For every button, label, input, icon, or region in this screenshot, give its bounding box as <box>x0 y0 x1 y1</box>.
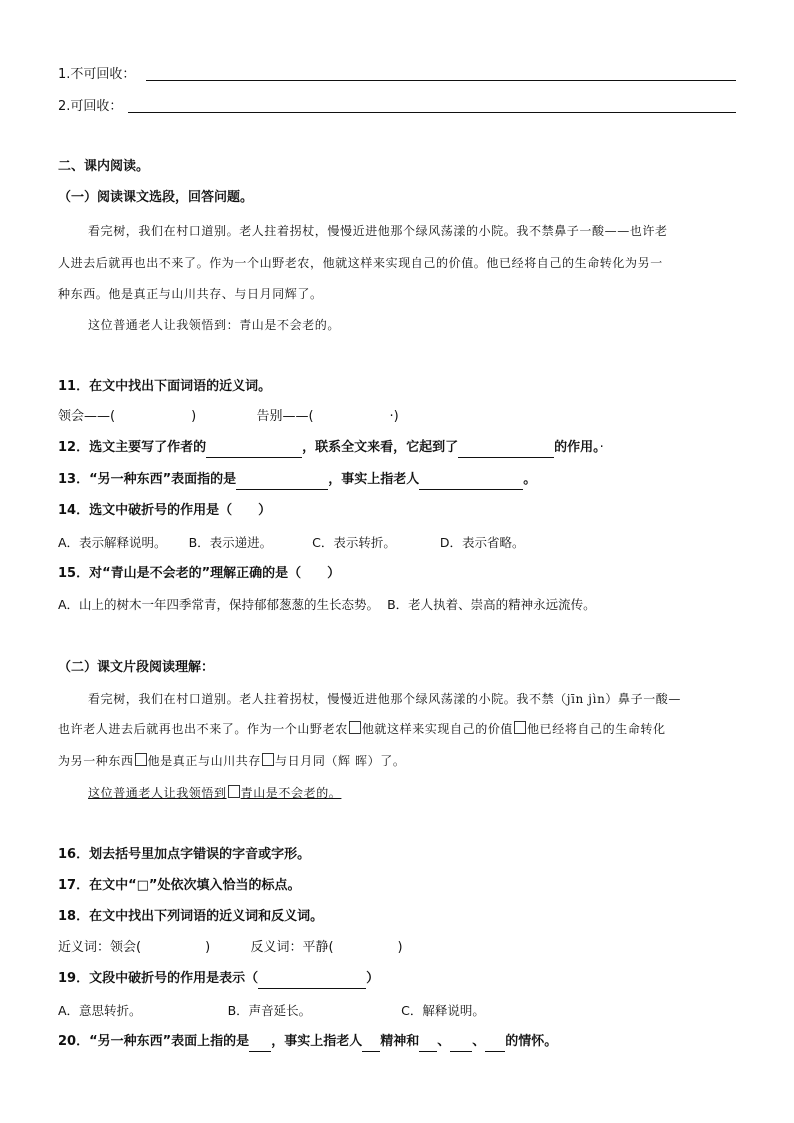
label-recyclable: 2.可回收： <box>58 99 123 114</box>
q11-paren-close-a: ) <box>191 409 197 424</box>
passage2-text-3a: 为另一种东西 <box>58 754 134 768</box>
question-18-answers <box>58 939 403 957</box>
q14-option-a[interactable]: A．表示解释说明。 <box>58 535 167 550</box>
answer-line-2[interactable] <box>128 112 736 113</box>
punctuation-box[interactable] <box>135 753 147 766</box>
question-19-options <box>58 1002 485 1020</box>
q18-synonym-label: 近义词：领会( <box>58 940 142 955</box>
q18-paren-close-1: ) <box>205 940 211 955</box>
q12-blank-1[interactable] <box>206 439 302 458</box>
q12-blank-2[interactable] <box>458 439 554 458</box>
q20-text-2: ，事实上指老人 <box>271 1034 363 1049</box>
question-14-options <box>58 534 525 552</box>
question-17: 17．在文中“□”处依次填入恰当的标点。 <box>58 878 301 893</box>
q12-text-1: 12．选文主要写了作者的 <box>58 440 207 455</box>
passage2-text-3c: 与日月同（辉 晖）了。 <box>275 754 406 768</box>
recycle-item-2 <box>58 98 122 116</box>
q14-option-d[interactable]: D．表示省略。 <box>439 535 525 550</box>
passage2-line-2 <box>58 720 666 738</box>
q14-option-b[interactable]: B．表示递进。 <box>188 535 273 550</box>
q13-text-2: ，事实上指老人 <box>328 472 420 487</box>
part1-title: （一）阅读课文选段，回答问题。 <box>58 190 254 205</box>
q20-blank-2[interactable] <box>362 1033 380 1052</box>
passage1-line-4: 这位普通老人让我领悟到：青山是不会老的。 <box>88 318 341 332</box>
punctuation-box[interactable] <box>349 721 361 734</box>
q20-text-3: 精神和 <box>380 1034 420 1049</box>
q13-blank-2[interactable] <box>419 471 523 490</box>
q19-option-b[interactable]: B．声音延长。 <box>227 1003 312 1018</box>
question-15: 15．对“青山是不会老的”理解正确的是（ ） <box>58 566 341 581</box>
q12-dot: · <box>599 440 604 455</box>
q20-text-6: 的情怀。 <box>505 1034 558 1049</box>
q13-blank-1[interactable] <box>236 471 328 490</box>
q20-blank-4[interactable] <box>450 1033 472 1052</box>
q20-text-1: 20．“另一种东西”表面上指的是 <box>58 1034 250 1049</box>
passage2-text-2b: 他就这样来实现自己的价值 <box>361 722 514 736</box>
label-not-recyclable: 1.不可回收： <box>58 67 136 82</box>
q15-option-b[interactable]: B．老人执着、崇高的精神永远流传。 <box>387 597 596 612</box>
passage1-line-3: 种东西。他是真正与山川共存、与日月同辉了。 <box>58 287 323 301</box>
punctuation-box[interactable] <box>514 721 526 734</box>
punctuation-box[interactable] <box>228 785 240 798</box>
q12-text-2: ，联系全文来看，它起到了 <box>302 440 459 455</box>
q11-word-b: 告别——( <box>256 409 314 424</box>
passage2-text-3b: 他是真正与山川共存 <box>147 754 262 768</box>
passage1-line-1: 看完树，我们在村口道别。老人拄着拐杖，慢慢近进他那个绿风荡漾的小院。我不禁鼻子一酸——也许老 <box>88 224 668 238</box>
q20-blank-5[interactable] <box>485 1033 505 1052</box>
answer-line-1[interactable] <box>146 80 736 81</box>
question-15-options <box>58 596 596 614</box>
q20-blank-1[interactable] <box>249 1033 271 1052</box>
question-11: 11．在文中找出下面词语的近义词。 <box>58 379 272 394</box>
section-heading: 二、课内阅读。 <box>58 159 150 174</box>
question-18: 18．在文中找出下列词语的近义词和反义词。 <box>58 909 324 924</box>
question-14: 14．选文中破折号的作用是（ ） <box>58 503 272 518</box>
q19-option-a[interactable]: A．意思转折。 <box>58 1003 142 1018</box>
passage2-text-4a: 这位普通老人让我领悟到 <box>88 786 227 800</box>
punctuation-box[interactable] <box>262 753 274 766</box>
passage2-line-1: 看完树，我们在村口道别。老人拄着拐杖，慢慢近进他那个绿风荡漾的小院。我不禁（jīn jìn）鼻子一酸— <box>88 692 681 706</box>
question-16: 16．划去括号里加点字错误的字音或字形。 <box>58 847 311 862</box>
question-19 <box>58 970 379 989</box>
q12-text-3: 的作用。 <box>554 440 600 455</box>
q13-text-1: 13．“另一种东西”表面指的是 <box>58 472 237 487</box>
q19-blank[interactable] <box>258 970 366 989</box>
passage2-text-4b: 青山是不会老的。 <box>240 786 342 800</box>
q20-blank-3[interactable] <box>419 1033 437 1052</box>
passage2-line-4 <box>88 784 341 802</box>
q11-word-a: 领会——( <box>58 409 116 424</box>
q19-option-c[interactable]: C．解释说明。 <box>401 1003 485 1018</box>
question-13 <box>58 471 536 490</box>
q14-option-c[interactable]: C．表示转折。 <box>312 535 396 550</box>
part2-title: （二）课文片段阅读理解： <box>58 660 215 675</box>
q20-text-5: 、 <box>472 1034 486 1049</box>
q19-text: 19．文段中破折号的作用是表示（ <box>58 971 259 986</box>
recycle-item-1 <box>58 66 135 84</box>
q11-paren-close-b: ·) <box>389 409 399 424</box>
q13-text-3: 。 <box>523 472 537 487</box>
passage2-text-2c: 他已经将自己的生命转化 <box>527 722 666 736</box>
passage2-line-3 <box>58 752 405 770</box>
q18-antonym-label: 反义词：平静( <box>250 940 334 955</box>
q18-paren-close-2: ) <box>397 940 403 955</box>
q20-text-4: 、 <box>437 1034 451 1049</box>
passage2-text-2a: 也许老人进去后就再也出不来了。作为一个山野老农 <box>58 722 348 736</box>
q15-option-a[interactable]: A．山上的树木一年四季常青，保持郁郁葱葱的生长态势。 <box>58 597 380 612</box>
q19-paren-close: ） <box>366 971 380 986</box>
question-12 <box>58 439 604 458</box>
question-11-answers <box>58 408 399 426</box>
passage1-line-2: 人进去后就再也出不来了。作为一个山野老农，他就这样来实现自己的价值。他已经将自己的生命转化为另一 <box>58 256 663 270</box>
question-20 <box>58 1033 557 1052</box>
